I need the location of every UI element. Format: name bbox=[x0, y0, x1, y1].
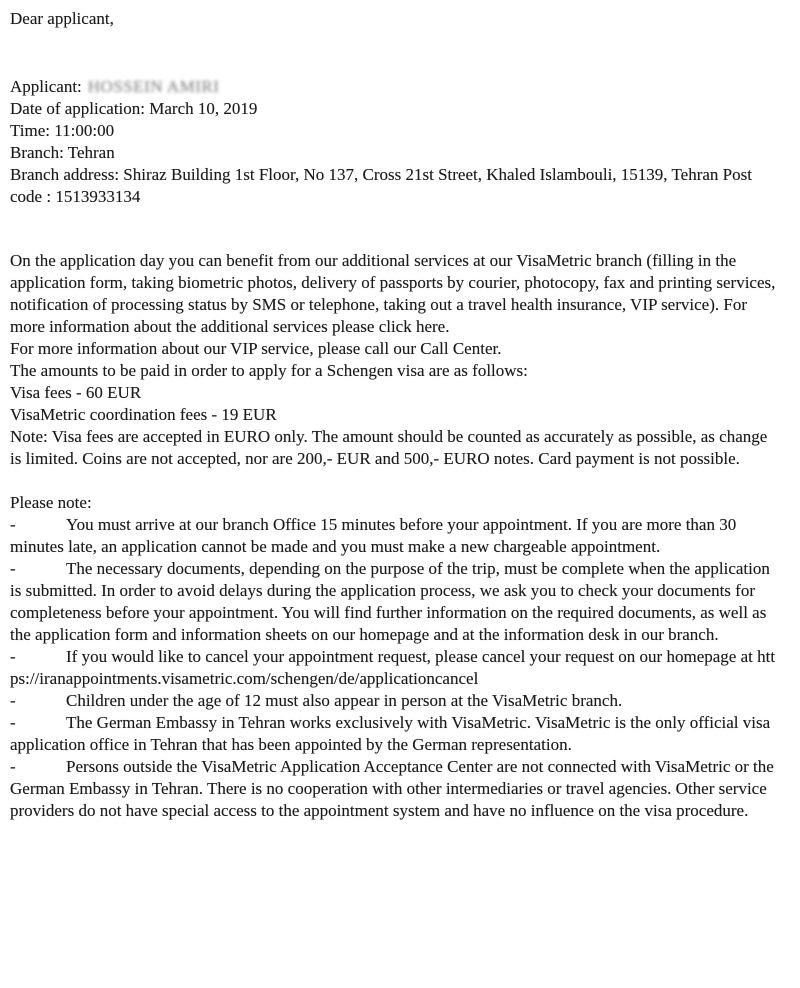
bullet-embassy-text: The German Embassy in Tehran works exclusively with VisaMetric. VisaMetric is the only official visa application office in Tehran that has been appointed by the German representation. bbox=[10, 713, 771, 754]
bullet-documents bbox=[10, 558, 778, 646]
appointment-details bbox=[10, 76, 778, 208]
coordination-fee-line: VisaMetric coordination fees - 19 EUR bbox=[10, 405, 277, 424]
bullet-documents-text: The necessary documents, depending on the purpose of the trip, must be complete when the application is submitted. In order to avoid delays during the application process, we ask you to check your documents for completeness before your appointment. You will find further information on the required documents, as well as the application form and information sheets on our homepage and at the information desk in our branch. bbox=[10, 559, 770, 644]
bullet-embassy bbox=[10, 712, 778, 756]
additional-services-paragraph bbox=[10, 250, 778, 338]
cancel-url-link[interactable]: https://iranappointments.visametric.com/schengen/de/applicationcancel bbox=[10, 647, 776, 688]
please-note-section bbox=[10, 492, 778, 822]
salutation: Dear applicant, bbox=[10, 9, 114, 28]
payment-note-paragraph: Note: Visa fees are accepted in EURO only. The amount should be counted as accurately as possible, as change is limited. Coins are not accepted, nor are 200,- EUR and 500,- EURO notes. Card payment is not possible. bbox=[10, 427, 768, 468]
bullet-cancel bbox=[10, 646, 778, 690]
bullet-arrival bbox=[10, 514, 778, 558]
body-paragraphs bbox=[10, 250, 778, 470]
bullet-children bbox=[10, 690, 778, 712]
bullet-dash: - bbox=[10, 559, 16, 578]
bullet-dash: - bbox=[10, 515, 16, 534]
services-intro-text: On the application day you can benefit from our additional services at our VisaMetric branch (filling in the application form, taking biometric photos, delivery of passports by courier, photocopy, fax and printing services, notification of processing status by SMS or telephone, taking out a travel health insurance, VIP service). For more information about the additional services please bbox=[10, 251, 776, 336]
bullet-arrival-text: You must arrive at our branch Office 15 minutes before your appointment. If you are more than 30 minutes late, an application cannot be made and you must make a new chargeable appointment. bbox=[10, 515, 737, 556]
vip-service-line: For more information about our VIP service, please call our Call Center. bbox=[10, 339, 502, 358]
applicant-name-redacted: HOSSEIN AMIRI bbox=[87, 77, 220, 96]
bullet-dash: - bbox=[10, 713, 16, 732]
click-here-link[interactable]: click here bbox=[378, 317, 446, 336]
visa-fee-line: Visa fees - 60 EUR bbox=[10, 383, 142, 402]
bullet-dash: - bbox=[10, 691, 16, 710]
bullet-children-text: Children under the age of 12 must also appear in person at the VisaMetric branch. bbox=[66, 691, 623, 710]
amounts-intro-line: The amounts to be paid in order to apply for a Schengen visa are as follows: bbox=[10, 361, 528, 380]
services-period: . bbox=[445, 317, 450, 336]
branch-line: Branch: Tehran bbox=[10, 143, 115, 162]
application-time-line: Time: 11:00:00 bbox=[10, 121, 115, 140]
applicant-label: Applicant: bbox=[10, 77, 82, 96]
applicant-line bbox=[10, 76, 778, 98]
branch-address-line: Branch address: Shiraz Building 1st Floor, No 137, Cross 21st Street, Khaled Islambouli, 15139, Tehran Post code : 1513933134 bbox=[10, 165, 752, 206]
bullet-third-parties-text: Persons outside the VisaMetric Application Acceptance Center are not connected with VisaMetric or the German Embassy in Tehran. There is no cooperation with other intermediaries or travel agencies. Other service providers do not have special access to the appointment system and have no influence on the visa procedure. bbox=[10, 757, 774, 820]
bullet-third-parties bbox=[10, 756, 778, 822]
bullet-dash: - bbox=[10, 757, 16, 776]
please-note-heading: Please note: bbox=[10, 493, 92, 512]
application-date-line: Date of application: March 10, 2019 bbox=[10, 99, 258, 118]
bullet-cancel-text: If you would like to cancel your appointment request, please cancel your request on our homepage at bbox=[66, 647, 758, 666]
bullet-dash: - bbox=[10, 647, 16, 666]
